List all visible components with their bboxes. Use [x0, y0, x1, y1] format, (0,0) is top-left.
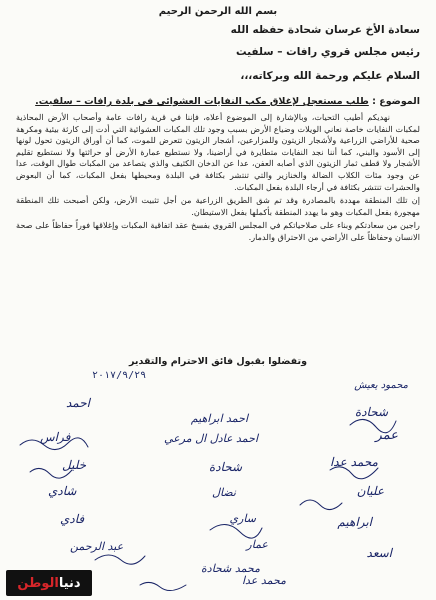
watermark-logo: [6, 570, 92, 596]
addressee-line-1: سعادة الأخ عرسان شحادة حفظه الله: [230, 24, 420, 36]
addressee-line-2: رئيس مجلس قروي رافات – سلفيت: [236, 46, 420, 58]
signature-10: شحادة: [208, 460, 242, 474]
signature-4: محمد عدا: [329, 455, 378, 469]
body-paragraph-1: نهديكم أطيب التحيات، وبالإشارة إلى الموضوع أعلاه، فإننا في قرية رافات عامة وأصحاب الأرض المحاذية لمكبات النفايات خاصة نعاني الويلات وضياع الأرض بسبب وجود تلك المكبات العشوائية التي أدت إلى كارثة بيئية ومكرهة صحية للأراضي الزراعية ولأشجار الزيتون وللمزارعين، أشجار الزيتون تتعرض للموت، كما أن أوراق الزيتون تحول لونها إلى الأسود والبني، كما أننا نجد النفايات متطايرة في أراضينا، ولا نستطيع عمارة الأرض أو حراثتها ولا نستطيع تقليم الأشجار ولا قطف ثمار الزيتون الذي أصابه العفن، عدا عن الدخان الكثيف والذي يتصاعد من المكبات طوال الوقت، عدا عن وجود مئات الكلاب الضالة والخنازير والتي تنتشر بكثافة في البلدة ومحيطها بفعل المكبات، كما أن البعوض والحشرات تنتشر بكثافة في أرجاء البلدة بفعل المكبات.: [16, 112, 420, 192]
signature-8: احمد ابراهيم: [190, 412, 248, 425]
signature-1: محمود يعيش: [354, 380, 408, 391]
signature-18: شادي: [48, 484, 77, 498]
signature-21: محمد عدا: [241, 574, 286, 587]
signature-19: فادي: [60, 512, 85, 526]
signature-5: عليان: [356, 484, 384, 498]
subject-label: الموضوع :: [372, 96, 420, 107]
subject-text: طلب مستعجل لإغلاق مكب النفايات العشوائي في بلدة رافات – سلفيت.: [35, 96, 369, 107]
signature-12: ساري: [229, 512, 256, 525]
letter-date: ٢٠١٧/٩/٢٩: [92, 370, 147, 381]
signature-20: عبد الرحمن: [70, 540, 124, 553]
greeting: السلام عليكم ورحمة الله وبركاته،،،: [240, 70, 420, 82]
watermark-part-1: دنيا: [58, 575, 81, 591]
signature-14: محمد شحادة: [201, 562, 260, 575]
watermark-part-2: الوطن: [17, 575, 59, 591]
body-paragraph-3: راجين من سعادتكم وبناء على صلاحياتكم في المجلس القروي بفسخ عقد اتفاقية المكبات وإغلاقها فوراً حفاظاً على صحة الانسان وحفاظاً على الأراضي من الاحتراق والدمار.: [16, 220, 420, 242]
signature-7: اسعد: [366, 546, 392, 560]
signature-6: ابراهيم: [337, 515, 372, 529]
signature-15: احمد: [66, 396, 90, 410]
signature-3: عمر: [375, 428, 398, 443]
signature-9: احمد عادل ال مرعي: [163, 432, 258, 445]
closing-line: وتفضلوا بقبول فائق الاحترام والتقدير: [129, 356, 307, 367]
signature-16: فراس: [40, 430, 71, 444]
signature-2: شحادة: [354, 405, 388, 419]
signature-13: عمار: [246, 538, 268, 551]
signature-17: خليل: [62, 458, 87, 472]
signature-11: نضال: [212, 486, 236, 499]
body-paragraph-2: إن تلك المنطقة مهددة بالمصادرة وقد تم شق الطريق الزراعية من أجل تثبيت الأرض، ولكن أصبحت تلك المنطقة مهجورة بفعل المكبات وهو ما يهدد المنطقة بأكملها بفعل الاستيطان.: [16, 195, 420, 217]
basmala: بسم الله الرحمن الرحيم: [158, 6, 278, 17]
